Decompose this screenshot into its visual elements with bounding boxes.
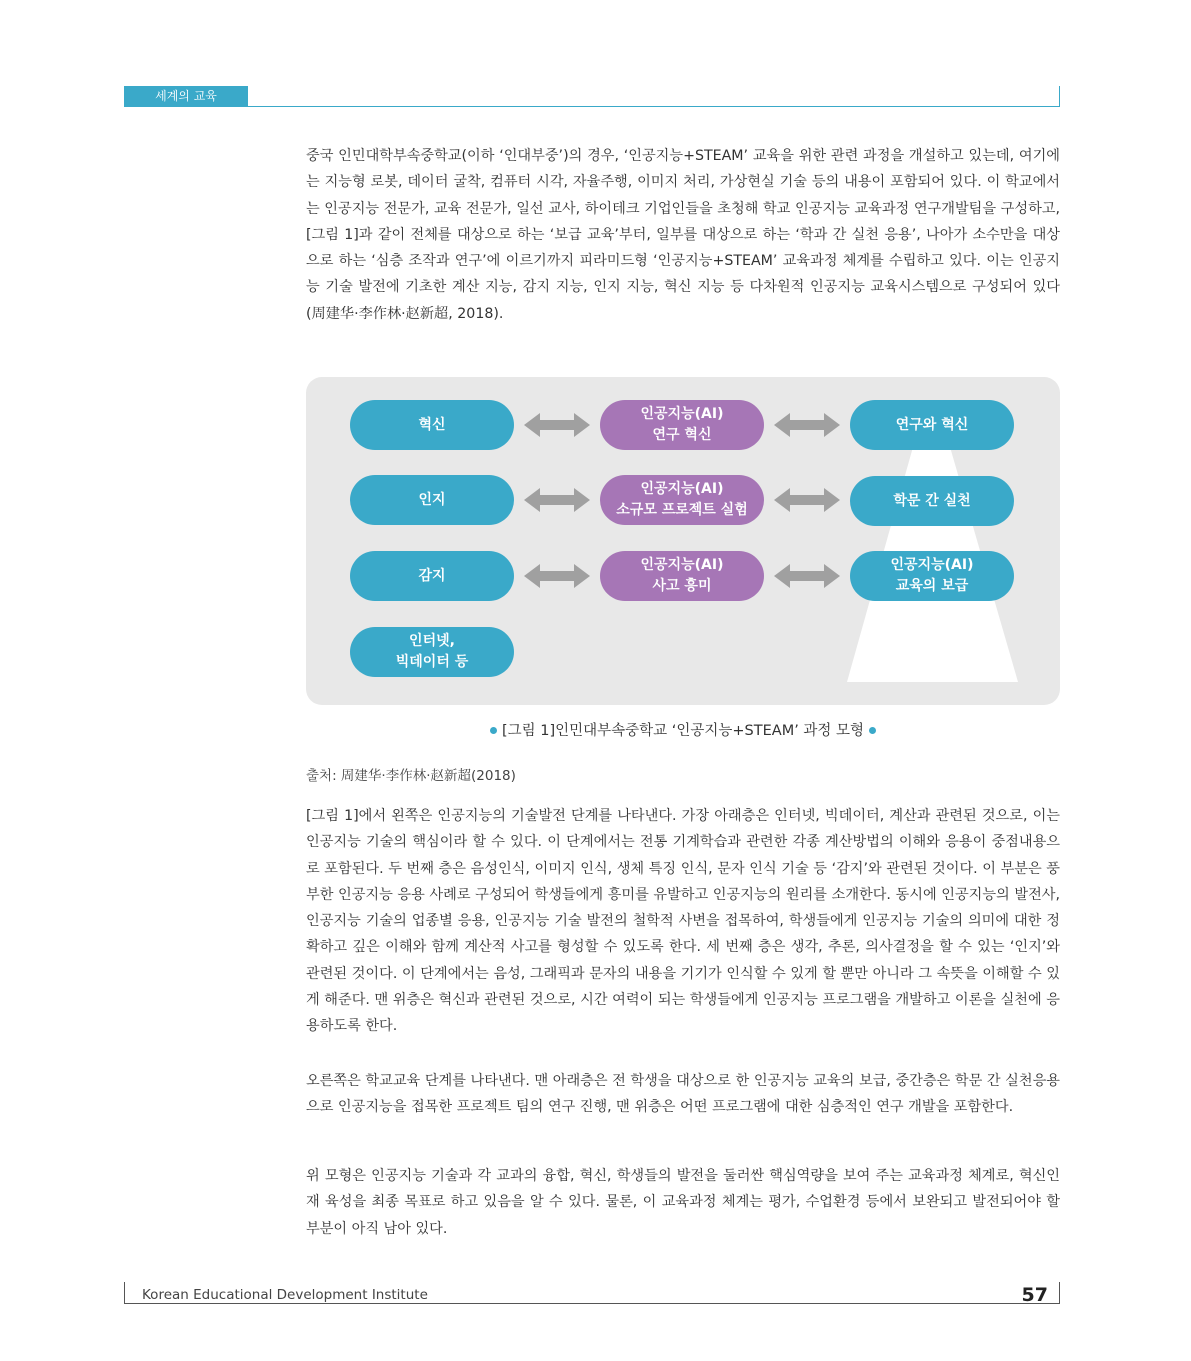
node-ai-research-line2: 연구 혁신 xyxy=(652,427,712,443)
figure-source: 출처: 周建华·李作林·赵新超(2018) xyxy=(306,768,516,784)
node-research-innovation-label: 연구와 혁신 xyxy=(895,416,969,433)
double-arrow-icon xyxy=(524,486,590,514)
double-arrow-icon xyxy=(774,562,840,590)
bullet-dot-icon xyxy=(869,727,876,734)
node-ai-research-innovation xyxy=(600,400,764,450)
node-ai-research-line1: 인공지능(AI) xyxy=(640,406,724,422)
header-rule-end xyxy=(1059,86,1060,107)
footer-rule-end xyxy=(1059,1282,1060,1303)
node-ai-project-line2: 소규모 프로젝트 실험 xyxy=(616,502,748,518)
node-research-innovation xyxy=(850,400,1014,450)
body-paragraph-left-column: [그림 1]에서 왼쪽은 인공지능의 기술발전 단계를 나타낸다. 가장 아래층은 인터넷, 빅데이터, 계산과 관련된 것으로, 이는 인공지능 기술의 핵심이라 할 수 있다. 이 단계에서는 전통 기계학습과 관련한 각종 계산방법의 이해와 응용이 중점내용으로 포함된다. 두 번째 층은 음성인식, 이미지 인식, 생체 특징 인식, 문자 인식 기술 등 ‘감지’와 관련된 것이다. 이 부분은 풍부한 인공지능 응용 사례로 구성되어 학생들에게 흥미를 유발하고 인공지능의 원리를 소개한다. 동시에 인공지능의 발전사, 인공지능 기술의 업종별 응용, 인공지능 기술 발전의 철학적 사변을 접목하여, 학생들에게 인공지능 기술의 의미에 대한 정확하고 깊은 이해와 함께 계산적 사고를 형성할 수 있도록 한다. 세 번째 층은 생각, 추론, 의사결정을 할 수 있는 ‘인지’와 관련된 것이다. 이 단계에서는 음성, 그래픽과 문자의 내용을 기기가 인식할 수 있게 할 뿐만 아니라 그 속뜻을 이해할 수 있게 해준다. 맨 위층은 혁신과 관련된 것으로, 시간 여력이 되는 학생들에게 인공지능 프로그램을 개발하고 이론을 실천에 응용하도록 한다. xyxy=(306,808,1060,1035)
node-ai-interest-line2: 사고 흥미 xyxy=(652,578,712,594)
body-paragraph-conclusion: 위 모형은 인공지능 기술과 각 교과의 융합, 혁신, 학생들의 발전을 둘러싼 핵심역량을 보여 주는 교육과정 체계로, 혁신인재 육성을 최종 목표로 하고 있음을 알 수 있다. 물론, 이 교육과정 체계는 평가, 수업환경 등에서 보완되고 발전되어야 할 부분이 아직 남아 있다. xyxy=(306,1168,1060,1237)
node-ai-project-line1: 인공지능(AI) xyxy=(640,481,724,497)
body-paragraph-right-column: 오른쪽은 학교교육 단계를 나타낸다. 맨 아래층은 전 학생을 대상으로 한 인공지능 교육의 보급, 중간층은 학문 간 실천응용으로 인공지능을 접목한 프로젝트 팀의 연구 진행, 맨 위층은 어떤 프로그램에 대한 심층적인 연구 개발을 포함한다. xyxy=(306,1073,1060,1116)
node-internet-bigdata-line1: 인터넷, xyxy=(409,633,455,649)
section-label: 세계의 교육 xyxy=(124,86,248,107)
node-interdisciplinary-label: 학문 간 실천 xyxy=(893,492,971,509)
bullet-dot-icon xyxy=(490,727,497,734)
node-perception xyxy=(350,551,514,601)
node-ai-small-project xyxy=(600,475,764,525)
node-ai-interest-line1: 인공지능(AI) xyxy=(640,557,724,573)
node-ai-education-line2: 교육의 보급 xyxy=(895,578,969,594)
node-innovation-label: 혁신 xyxy=(418,416,446,433)
figure-caption-text: [그림 1]인민대부속중학교 ‘인공지능+STEAM’ 과정 모형 xyxy=(501,723,865,739)
body-paragraph-intro: 중국 인민대학부속중학교(이하 ‘인대부중’)의 경우, ‘인공지능+STEAM’ 교육을 위한 관련 과정을 개설하고 있는데, 여기에는 지능형 로봇, 데이터 굴착, 컴퓨터 시각, 자율주행, 이미지 처리, 가상현실 기술 등의 내용이 포함되어 있다. 이 학교에서는 인공지능 전문가, 교육 전문가, 일선 교사, 하이테크 기업인들을 초청해 학교 인공지능 교육과정 연구개발팀을 구성하고, [그림 1]과 같이 전체를 대상으로 하는 ‘보급 교육’부터, 일부를 대상으로 하는 ‘학과 간 실천 응용’, 나아가 소수만을 대상으로 하는 ‘심층 조작과 연구’에 이르기까지 피라미드형 ‘인공지능+STEAM’ 교육과정 체계를 수립하고 있다. 이는 인공지능 기술 발전에 기초한 계산 지능, 감지 지능, 인지 지능, 혁신 지능 등 다차원적 인공지능 교육시스템으로 구성되어 있다(周建华·李作林·赵新超, 2018). xyxy=(306,148,1060,322)
node-internet-bigdata-line2: 빅데이터 등 xyxy=(395,654,469,670)
figure-caption xyxy=(306,719,1060,743)
node-ai-education-line1: 인공지능(AI) xyxy=(890,557,974,573)
header-rule xyxy=(248,106,1060,107)
node-interdisciplinary-practice xyxy=(850,476,1014,526)
node-innovation xyxy=(350,400,514,450)
footer-institution: Korean Educational Development Institute xyxy=(142,1287,428,1303)
node-internet-bigdata xyxy=(350,627,514,677)
node-ai-education-spread xyxy=(850,551,1014,601)
page-number: 57 xyxy=(1021,1284,1048,1306)
footer-rule-start xyxy=(124,1282,125,1303)
node-ai-thinking-interest xyxy=(600,551,764,601)
double-arrow-icon xyxy=(774,411,840,439)
double-arrow-icon xyxy=(524,411,590,439)
node-cognition-label: 인지 xyxy=(418,491,446,508)
double-arrow-icon xyxy=(524,562,590,590)
double-arrow-icon xyxy=(774,486,840,514)
node-cognition xyxy=(350,475,514,525)
node-perception-label: 감지 xyxy=(418,567,446,584)
